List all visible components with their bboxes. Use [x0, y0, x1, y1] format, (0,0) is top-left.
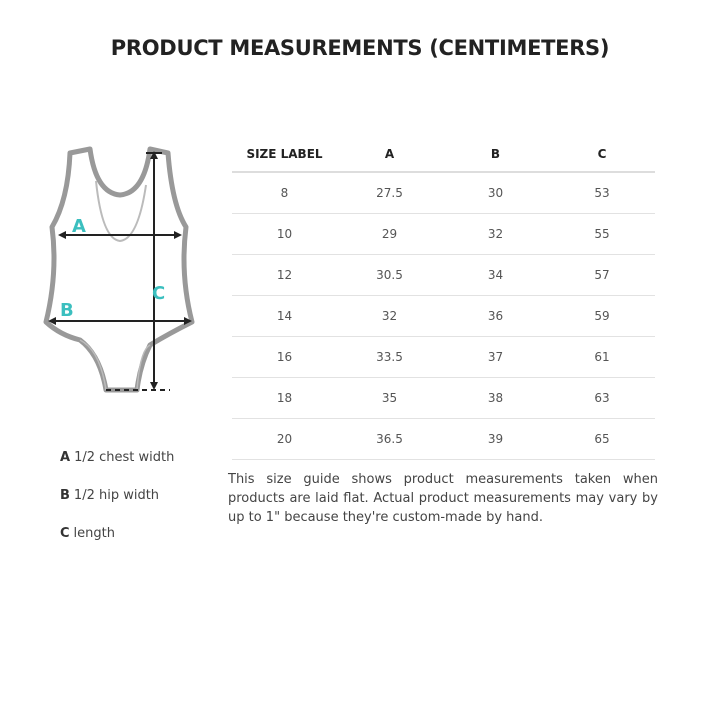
cell-size: 10	[232, 214, 337, 255]
label-b: B	[60, 300, 74, 321]
header-c: C	[549, 137, 655, 172]
cell-size: 14	[232, 296, 337, 337]
measurement-legend	[60, 450, 174, 564]
cell-c: 57	[549, 255, 655, 296]
legend-key: B	[60, 488, 70, 503]
cell-size: 20	[232, 419, 337, 460]
cell-b: 32	[442, 214, 549, 255]
table-header-row	[232, 137, 655, 172]
table-row	[232, 296, 655, 337]
cell-size: 16	[232, 337, 337, 378]
cell-c: 61	[549, 337, 655, 378]
cell-b: 36	[442, 296, 549, 337]
cell-c: 65	[549, 419, 655, 460]
size-table	[232, 137, 655, 460]
cell-a: 27.5	[337, 172, 442, 214]
cell-size: 8	[232, 172, 337, 214]
cell-a: 30.5	[337, 255, 442, 296]
header-b: B	[442, 137, 549, 172]
cell-size: 12	[232, 255, 337, 296]
cell-a: 32	[337, 296, 442, 337]
cell-b: 34	[442, 255, 549, 296]
label-a: A	[72, 216, 86, 237]
cell-c: 59	[549, 296, 655, 337]
cell-b: 38	[442, 378, 549, 419]
size-guide-note: This size guide shows product measurements taken when products are laid flat. Actual product measurements may vary by up to 1" because they're custom-made by hand.	[228, 472, 658, 525]
legend-key: C	[60, 526, 70, 541]
cell-c: 63	[549, 378, 655, 419]
legend-key: A	[60, 450, 71, 465]
table-row	[232, 255, 655, 296]
cell-b: 39	[442, 419, 549, 460]
table-row	[232, 419, 655, 460]
cell-a: 36.5	[337, 419, 442, 460]
legend-item	[60, 488, 174, 507]
table-row	[232, 337, 655, 378]
page-title: PRODUCT MEASUREMENTS (CENTIMETERS)	[110, 36, 610, 60]
table-row	[232, 214, 655, 255]
legend-text: length	[73, 526, 115, 541]
table-row	[232, 378, 655, 419]
cell-a: 29	[337, 214, 442, 255]
label-c: C	[152, 283, 166, 304]
cell-b: 37	[442, 337, 549, 378]
cell-c: 55	[549, 214, 655, 255]
header-a: A	[337, 137, 442, 172]
cell-c: 53	[549, 172, 655, 214]
swimsuit-outline-icon	[46, 149, 192, 390]
table-row	[232, 172, 655, 214]
legend-item	[60, 450, 174, 469]
cell-b: 30	[442, 172, 549, 214]
legend-item	[60, 526, 174, 545]
cell-size: 18	[232, 378, 337, 419]
legend-text: 1/2 chest width	[74, 450, 175, 465]
cell-a: 33.5	[337, 337, 442, 378]
header-size-label: SIZE LABEL	[232, 137, 337, 172]
legend-text: 1/2 hip width	[73, 488, 160, 503]
cell-a: 35	[337, 378, 442, 419]
swimsuit-diagram	[40, 145, 210, 400]
